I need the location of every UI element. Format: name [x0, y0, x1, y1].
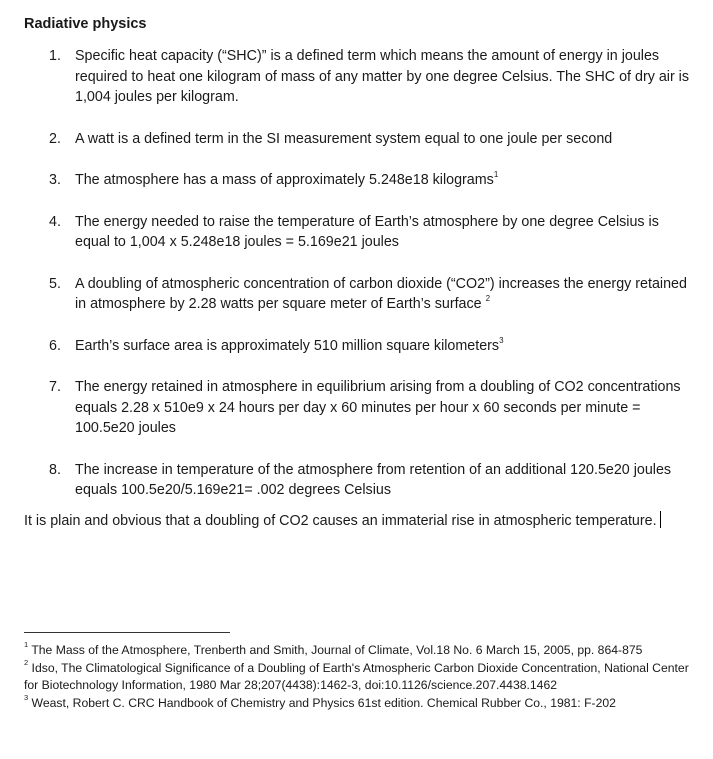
list-item — [24, 46, 692, 108]
footnote — [24, 639, 696, 660]
list-number: 8. — [49, 461, 61, 478]
footnote-reference[interactable]: 1 — [493, 170, 499, 180]
footnote-text: Idso, The Climatological Significance of a Doubling of Earth's Atmospheric Carbon Dioxide Concentration, National Center for Biotechnology Information, 1980 Mar 28;207(4438):1462-3, doi:10.1126/science.207.4438.1462 — [24, 660, 689, 693]
list-item-text: The increase in temperature of the atmosphere from retention of an additional 120.5e20 joules equals 100.5e20/5.169e21= .002 degrees Celsius — [75, 461, 672, 498]
list-item — [24, 129, 692, 150]
list-number: 5. — [49, 275, 61, 292]
footnote — [24, 657, 696, 695]
list-number: 1. — [49, 48, 61, 64]
list-item-text: Earth’s surface area is approximately 510 million square kilometers — [75, 337, 500, 354]
numbered-list — [24, 46, 692, 501]
list-item-text: Specific heat capacity (“SHC)” is a defined term which means the amount of energy in joules required to heat one kilogram of mass of any matter by one degree Celsius. The SHC of dry air is 1,004 joules per kilogram. — [75, 48, 690, 105]
list-item-text: A doubling of atmospheric concentration of carbon dioxide (“CO2”) increases the energy retained in atmosphere by 2.28 watts per square meter of Earth’s surface — [75, 275, 687, 312]
footnotes — [24, 639, 696, 712]
footnote-marker: 2 — [24, 657, 29, 667]
footnote — [24, 692, 696, 713]
list-item-text: A watt is a defined term in the SI measurement system equal to one joule per second — [75, 130, 613, 147]
text-cursor — [660, 511, 661, 528]
list-number: 2. — [49, 130, 61, 147]
list-number: 4. — [49, 213, 61, 230]
list-item — [24, 336, 692, 357]
footnote-text: Weast, Robert C. CRC Handbook of Chemistry and Physics 61st edition. Chemical Rubber Co., 1981: F-202 — [28, 695, 616, 710]
list-item-text: The energy needed to raise the temperature of Earth’s atmosphere by one degree Celsius is equal to 1,004 x 5.248e18 joules = 5.169e21 joules — [75, 213, 659, 250]
list-item — [24, 212, 692, 253]
footnote-marker: 3 — [24, 692, 29, 702]
list-item — [24, 377, 692, 439]
list-item — [24, 274, 692, 315]
list-item — [24, 170, 692, 191]
document-body[interactable] — [24, 12, 692, 532]
list-number: 3. — [49, 172, 61, 188]
conclusion-paragraph — [24, 511, 692, 532]
list-item — [24, 460, 692, 501]
footnote-marker: 1 — [24, 639, 29, 649]
footnote-reference[interactable]: 3 — [499, 335, 504, 345]
footnote-text: The Mass of the Atmosphere, Trenberth and Smith, Journal of Climate, Vol.18 No. 6 March 15, 2005, pp. 864-875 — [28, 643, 643, 657]
list-number: 7. — [49, 379, 61, 395]
list-number: 6. — [49, 337, 61, 354]
footnote-separator — [24, 632, 230, 633]
section-heading: Radiative physics — [24, 16, 147, 32]
list-item-text: The energy retained in atmosphere in equilibrium arising from a doubling of CO2 concentrations equals 2.28 x 510e9 x 24 hours per day x 60 minutes per hour x 60 seconds per minute = 100.5e20 joules — [75, 379, 681, 436]
footnote-reference[interactable]: 2 — [485, 294, 491, 304]
conclusion-text: It is plain and obvious that a doubling of CO2 causes an immaterial rise in atmospheric temperature. — [24, 512, 657, 529]
list-item-text: The atmosphere has a mass of approximately 5.248e18 kilograms — [75, 172, 494, 188]
